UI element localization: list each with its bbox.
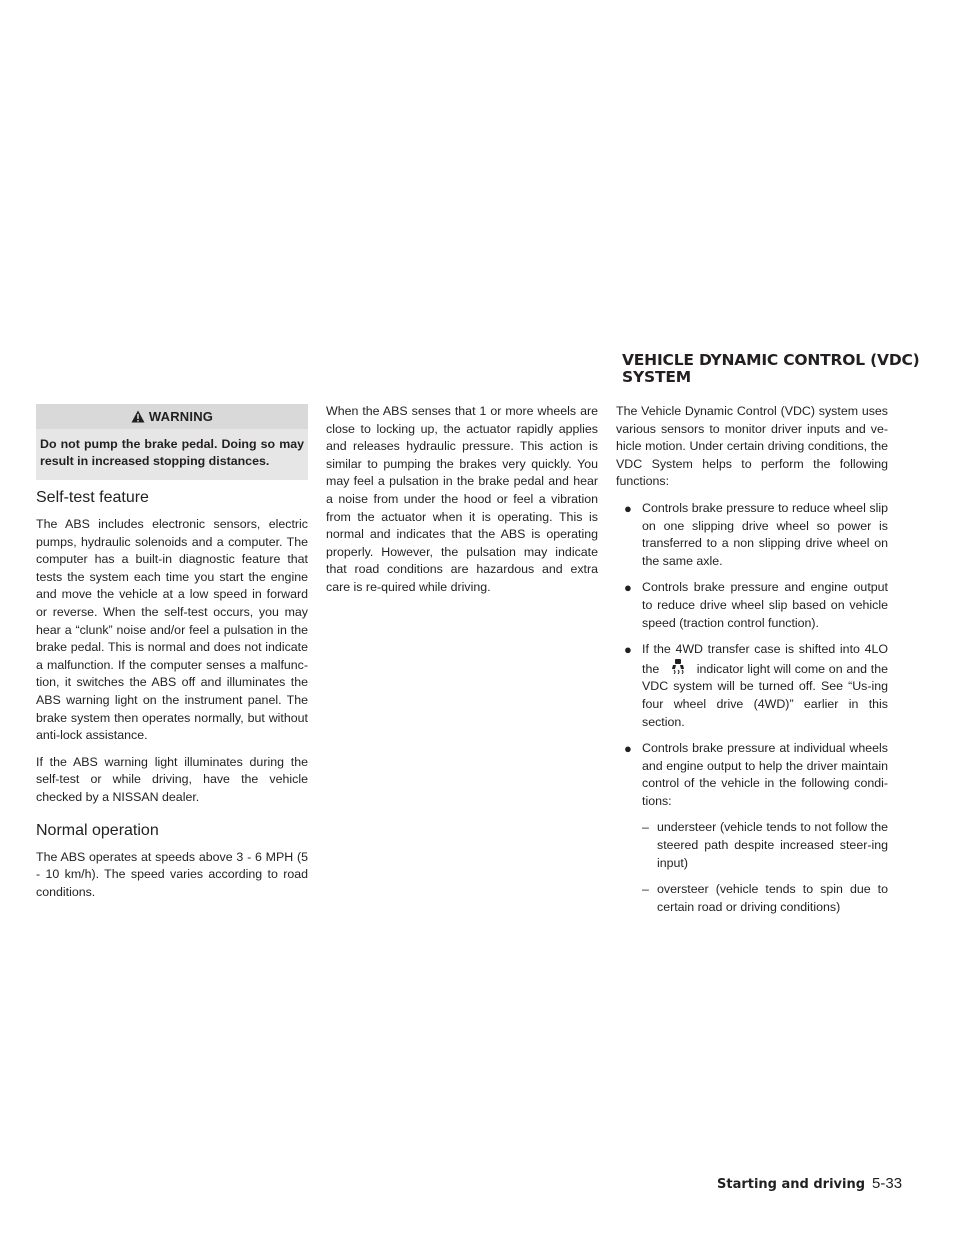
- list-item: [616, 579, 888, 632]
- dash-marker: –: [642, 882, 649, 897]
- column-middle: [326, 403, 598, 606]
- warning-triangle-icon: [131, 410, 145, 423]
- list-item: [616, 641, 888, 731]
- page-footer: [717, 1175, 902, 1192]
- list-item: [642, 819, 888, 872]
- bullet-text-part-2: indicator light will come on and the VDC system will be turned off. See “Us-ing four wheel drive (4WD)” earlier in this section.: [642, 661, 888, 729]
- bullet-text: Controls brake pressure to reduce wheel slip on one slipping drive wheel so power is transferred to a non slipping drive wheel on the same axle.: [642, 500, 888, 568]
- dash-text: understeer (vehicle tends to not follow the steered path despite increased steer-ing input): [657, 820, 888, 870]
- warning-header: [36, 404, 308, 429]
- bullet-marker: ●: [624, 642, 632, 658]
- vdc-function-list: [616, 500, 888, 916]
- vdc-off-indicator-icon: [663, 659, 693, 673]
- footer-chapter: Starting and driving: [717, 1177, 866, 1192]
- warning-box: [36, 404, 308, 480]
- dash-marker: –: [642, 820, 649, 835]
- column-right: [616, 403, 888, 925]
- bullet-marker: ●: [624, 500, 632, 516]
- abs-actuator-paragraph: When the ABS senses that 1 or more wheels are close to locking up, the actuator rapidly applies and releases hydraulic pressure. This action is similar to pumping the brakes very quickly. You may feel a pulsation in the brake pedal and hear a noise from under the hood or feel a vibration from the actuator when it is operating. This is normal and indicates that the ABS is operating properly. However, the pulsation may indicate that road conditions are hazardous and extra care is re-quired while driving.: [326, 404, 598, 594]
- page-number: 5-33: [872, 1175, 903, 1192]
- dash-text: oversteer (vehicle tends to spin due to certain road or driving conditions): [657, 882, 888, 914]
- normal-operation-heading: Normal operation: [36, 821, 159, 839]
- normal-operation-paragraph: The ABS operates at speeds above 3 - 6 MPH (5 - 10 km/h). The speed varies according to road conditions.: [36, 849, 308, 899]
- vdc-intro-paragraph: The Vehicle Dynamic Control (VDC) system uses various sensors to monitor driver inputs and ve-hicle motion. Under certain driving conditions, the VDC System helps to perform the following functions:: [616, 404, 888, 489]
- bullet-text: Controls brake pressure at individual wheels and engine output to help the driver maintain control of the vehicle in the following condi-tions:: [642, 741, 888, 808]
- self-test-paragraph-2: If the ABS warning light illuminates during the self-test or while driving, have the vehicle checked by a NISSAN dealer.: [36, 754, 308, 804]
- self-test-heading: Self-test feature: [36, 489, 149, 506]
- warning-label: WARNING: [148, 408, 214, 424]
- column-left: [36, 404, 308, 910]
- list-item: [616, 740, 888, 916]
- bullet-marker: ●: [624, 741, 632, 757]
- bullet-marker: ●: [624, 580, 632, 596]
- condition-list: [642, 819, 888, 916]
- section-title: VEHICLE DYNAMIC CONTROL (VDC) SYSTEM: [622, 351, 920, 386]
- list-item: [616, 500, 888, 570]
- warning-text: Do not pump the brake pedal. Doing so may result in increased stopping distances.: [40, 437, 304, 468]
- self-test-paragraph-1: The ABS includes electronic sensors, electric pumps, hydraulic solenoids and a computer. The computer has a built-in diagnostic feature that tests the system each time you start the engine and move the vehicle at a low speed in forward or reverse. When the self-test occurs, you may hear a “clunk” noise and/or feel a pulsation in the brake pedal. This is normal and does not indicate a malfunction. If the computer senses a malfunc-tion, it switches the ABS off and illuminates the ABS warning light on the instrument panel. The brake system then operates normally, but without anti-lock assistance.: [36, 517, 308, 743]
- bullet-text: Controls brake pressure and engine output to reduce drive wheel slip based on vehicle speed (traction control function).: [642, 580, 888, 630]
- bullet-text-part-1: If the 4WD transfer case is shifted into 4LO the: [642, 642, 888, 676]
- list-item: [642, 881, 888, 916]
